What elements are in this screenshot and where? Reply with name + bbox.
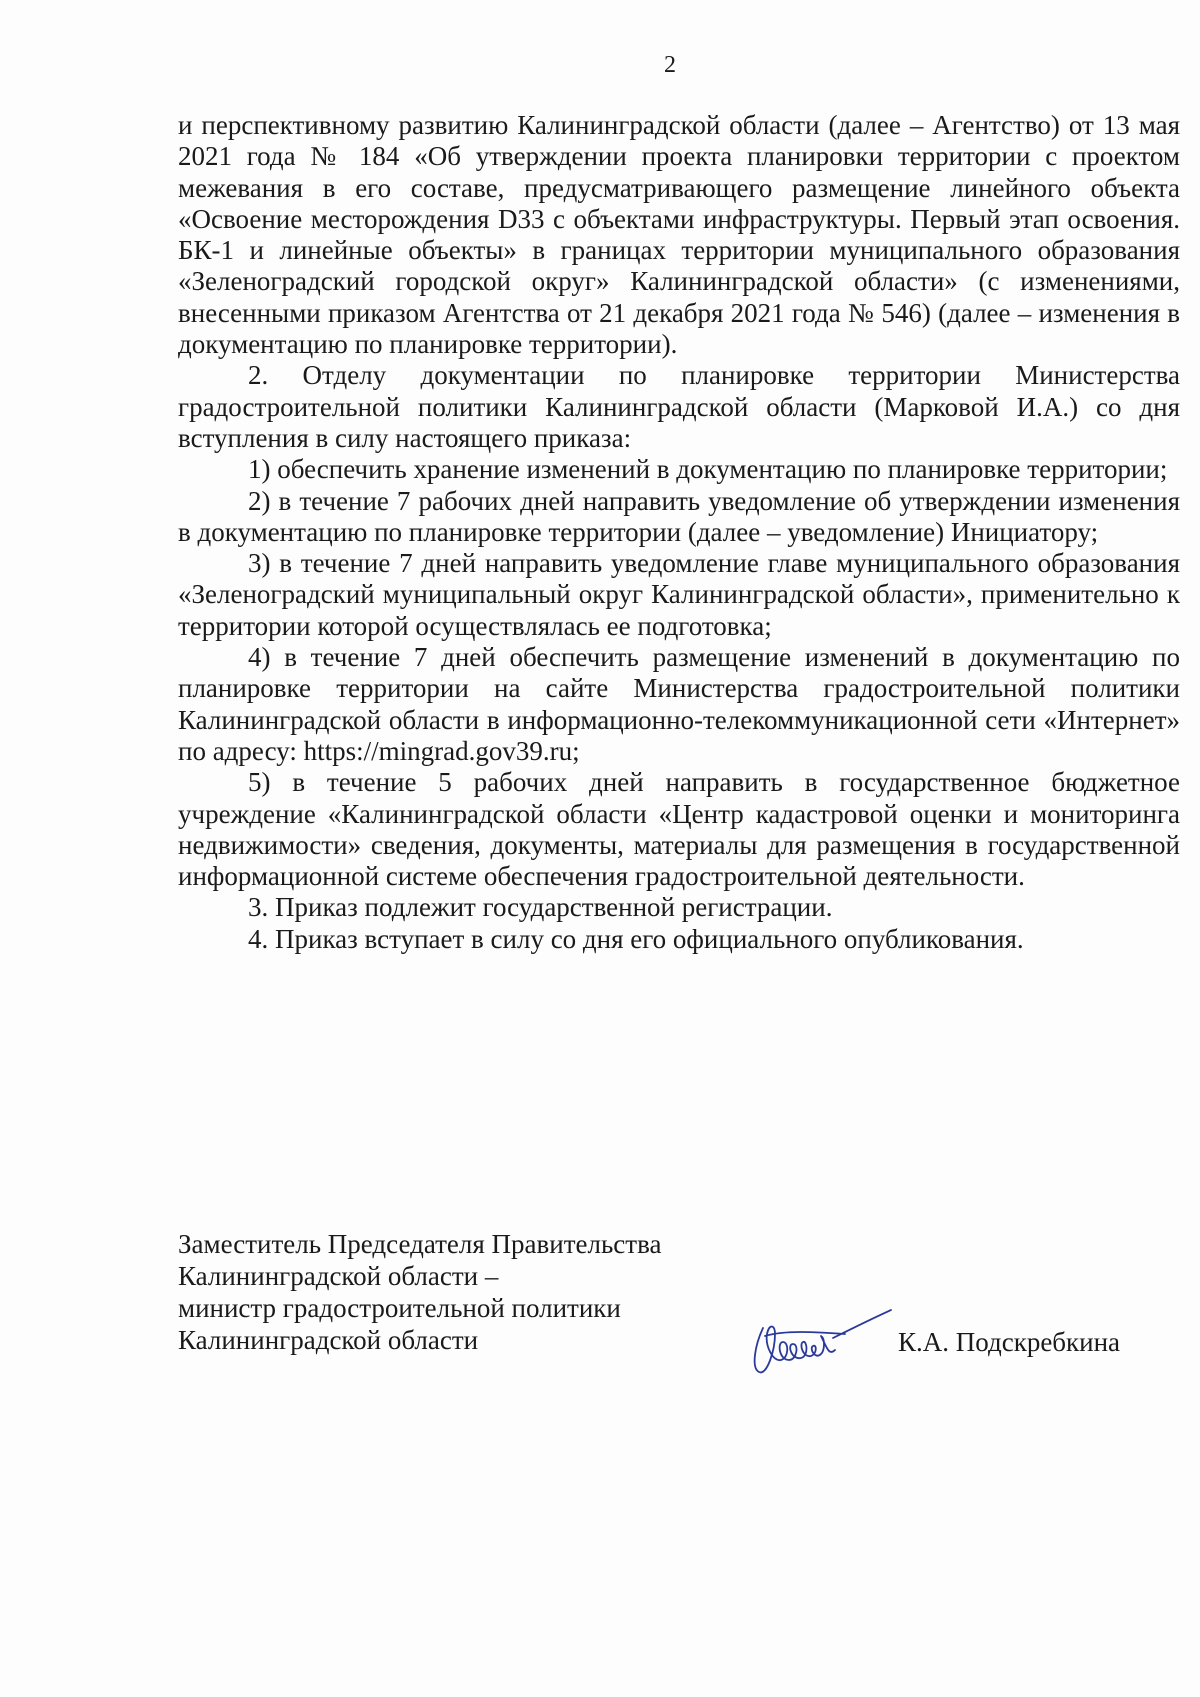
- paragraph-subitem-5: 5) в течение 5 рабочих дней направить в государственное бюджетное учреждение «Калининградской области «Центр кадастровой оценки и мониторинга недвижимости» сведения, документы, материалы для размещения в государственной информационной системе обеспечения градостроительной деятельности.: [178, 767, 1180, 892]
- paragraph-item-4: 4. Приказ вступает в силу со дня его официального опубликования.: [248, 923, 1024, 954]
- paragraph-continuation: и перспективному развитию Калининградской области (далее – Агентство) от 13 мая 2021 года № 184 «Об утверждении проекта планировки территории с проектом межевания в его составе, предусматривающего размещение линейного объекта «Освоение месторождения D33 с объектами инфраструктуры. Первый этап освоения. БК-1 и линейные объекты» в границах территории муниципального образования «Зеленоградский городской округ» Калининградской области» (с изменениями, внесенными приказом Агентства от 21 декабря 2021 года № 546) (далее – изменения в документацию по планировке территории).: [178, 110, 1180, 360]
- signatory-position-line: Калининградской области: [178, 1325, 479, 1355]
- signatory-position-line: Заместитель Председателя Правительства: [178, 1229, 662, 1259]
- paragraph-subitem-2: 2) в течение 7 рабочих дней направить уведомление об утверждении изменения в документацию по планировке территории (далее – уведомление) Инициатору;: [178, 485, 1180, 547]
- paragraph-subitem-3: 3) в течение 7 дней направить уведомление главе муниципального образования «Зеленоградский муниципальный округ Калининградской области», применительно к территории которой осуществлялась ее подготовка;: [178, 548, 1180, 641]
- signatory-position-line: министр градостроительной политики: [178, 1293, 621, 1323]
- page-number: 2: [664, 52, 676, 78]
- signatory-position-line: Калининградской области –: [178, 1261, 499, 1291]
- paragraph-item-2: 2. Отделу документации по планировке территории Министерства градостроительной политики Калининградской области (Марковой И.А.) со дня вступления в силу настоящего приказа:: [178, 360, 1180, 453]
- paragraph-subitem-4: 4) в течение 7 дней обеспечить размещение изменений в документацию по планировке территории на сайте Министерства градостроительной политики Калининградской области в информационно-телекоммуникационной сети «Интернет» по адресу: https://mingrad.gov39.ru;: [178, 642, 1180, 766]
- signatory-name: К.А. Подскребкина: [898, 1327, 1121, 1357]
- document-body: [178, 110, 1180, 955]
- paragraph-subitem-1: 1) обеспечить хранение изменений в документацию по планировке территории;: [248, 454, 1168, 485]
- paragraph-item-3: 3. Приказ подлежит государственной регистрации.: [248, 892, 833, 923]
- signature-stroke: [755, 1310, 891, 1372]
- handwritten-signature: [745, 1290, 895, 1380]
- signatory-position: [178, 1228, 738, 1356]
